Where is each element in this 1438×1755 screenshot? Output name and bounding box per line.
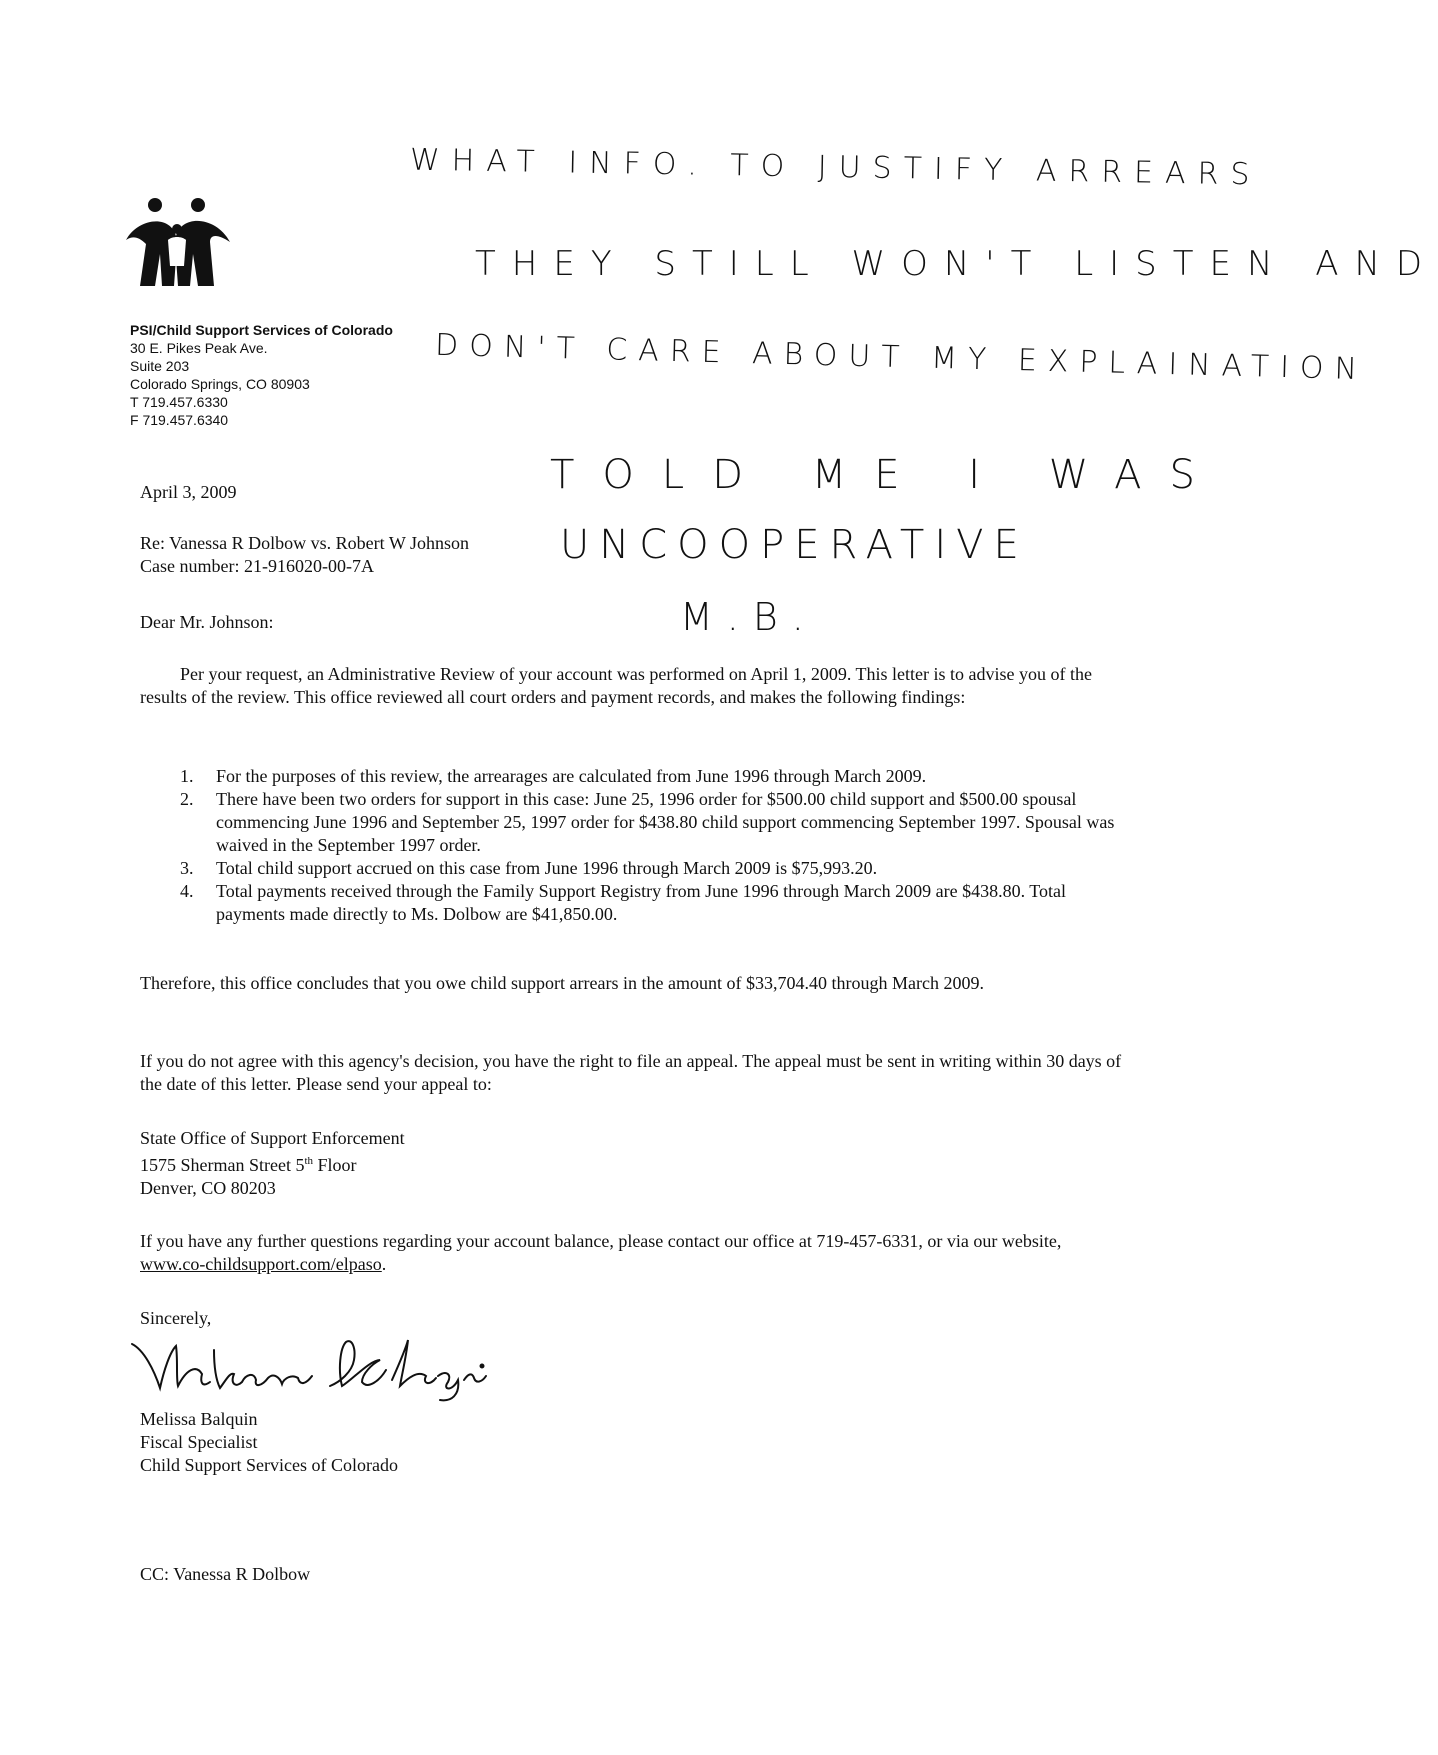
finding-number: 4.: [180, 881, 194, 901]
sender-address-line1: 30 E. Pikes Peak Ave.: [130, 340, 268, 356]
sender-city-state-zip: Colorado Springs, CO 80903: [130, 376, 310, 392]
signer-block: [140, 1408, 398, 1477]
finding-number: 1.: [180, 766, 194, 786]
handwritten-note-line2: THEY STILL WON'T LISTEN AND: [475, 244, 1438, 284]
sender-address: [130, 321, 393, 429]
finding-text: There have been two orders for support in this case: June 25, 1996 order for $500.00 child support and $500.00 spousal commencing June 1996 and September 25, 1997 order for $438.80 child support commencing September 1997. Spousal was waived in the September 1997 order.: [216, 789, 1115, 855]
finding-text: Total payments received through the Family Support Registry from June 1996 through March 2009 are $438.80. Total payments made directly to Ms. Dolbow are $41,850.00.: [216, 881, 1066, 924]
cc-line: CC: Vanessa R Dolbow: [140, 1564, 311, 1584]
finding-text: For the purposes of this review, the arrearages are calculated from June 1996 through March 2009.: [216, 766, 927, 786]
appeal-paragraph: If you do not agree with this agency's decision, you have the right to file an appeal. The appeal must be sent in writing within 30 days of the date of this letter. Please send your appeal to:: [140, 1051, 1122, 1094]
appeal-street: 1575 Sherman Street 5th Floor: [140, 1155, 357, 1175]
appeal-office: State Office of Support Enforcement: [140, 1128, 405, 1148]
finding-number: 2.: [180, 789, 194, 809]
questions-paragraph: If you have any further questions regarding your account balance, please contact our office at 719-457-6331, or via our website, www.co-childsupport.com/elpaso.: [140, 1231, 1062, 1274]
re-line: Re: Vanessa R Dolbow vs. Robert W Johnson: [140, 533, 470, 553]
closing: Sincerely,: [140, 1308, 212, 1328]
website-link[interactable]: www.co-childsupport.com/elpaso: [140, 1254, 382, 1274]
handwritten-note-line1: WHAT INFO. TO JUSTIFY ARREARS: [409, 142, 1262, 193]
sender-name: PSI/Child Support Services of Colorado: [130, 322, 393, 338]
finding-item: [140, 765, 1130, 788]
handwritten-initials: M.B.: [680, 595, 818, 639]
signer-title: Fiscal Specialist: [140, 1432, 258, 1452]
finding-text: Total child support accrued on this case from June 1996 through March 2009 is $75,993.20.: [216, 858, 878, 878]
re-block: [140, 532, 469, 578]
appeal-address: [140, 1127, 405, 1200]
finding-item: [140, 880, 1130, 926]
finding-item: [140, 857, 1130, 880]
case-number: Case number: 21-916020-00-7A: [140, 556, 374, 576]
family-figures-logo-icon: [118, 196, 248, 288]
sender-fax: F 719.457.6340: [130, 412, 229, 428]
questions-text: If you have any further questions regarding your account balance, please contact our office at 719-457-6331, or via our website,: [140, 1231, 1062, 1251]
sender-address-line2: Suite 203: [130, 358, 190, 374]
sender-phone: T 719.457.6330: [130, 394, 228, 410]
salutation: Dear Mr. Johnson:: [140, 612, 274, 632]
findings-list: [140, 765, 1130, 926]
letter-date: April 3, 2009: [140, 482, 237, 502]
signer-name: Melissa Balquin: [140, 1409, 258, 1429]
intro-paragraph: Per your request, an Administrative Review of your account was performed on April 1, 2009. This letter is to advise you of the results of the review. This office reviewed all court orders and payment records, and makes the following findings:: [140, 664, 1092, 707]
signature-image: [130, 1330, 520, 1402]
finding-number: 3.: [180, 858, 194, 878]
handwritten-note-line4: TOLD ME I WAS: [550, 452, 1223, 498]
conclusion-paragraph: Therefore, this office concludes that you owe child support arrears in the amount of $33,704.40 through March 2009.: [140, 973, 984, 993]
signer-org: Child Support Services of Colorado: [140, 1455, 398, 1475]
handwritten-note-line3: DON'T CARE ABOUT MY EXPLAINATION: [434, 327, 1369, 388]
finding-item: [140, 788, 1130, 857]
appeal-city: Denver, CO 80203: [140, 1178, 276, 1198]
handwritten-note-line5: UNCOOPERATIVE: [560, 522, 1029, 568]
